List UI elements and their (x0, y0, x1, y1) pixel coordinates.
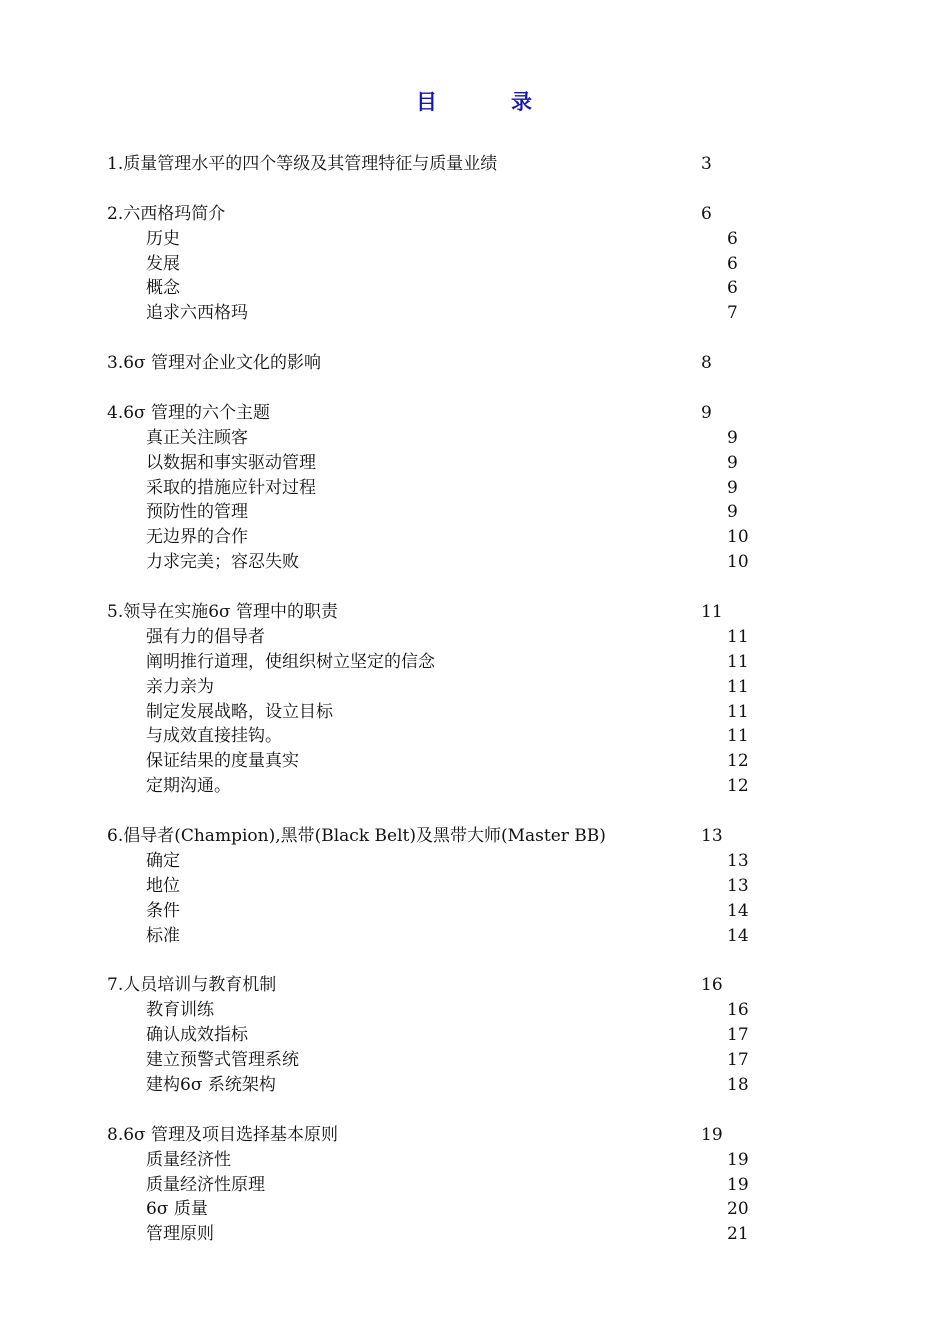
toc-subentry[interactable] (0, 675, 950, 700)
toc-subentry[interactable] (0, 301, 950, 326)
toc-subentry-page-number: 14 (727, 900, 749, 921)
toc-subentry[interactable] (0, 1197, 950, 1222)
toc-subentry-page-number: 14 (727, 925, 749, 946)
toc-subentry-page-number: 9 (727, 452, 738, 473)
toc-entry[interactable] (0, 973, 950, 998)
toc-subentry-label: 确定 (146, 850, 180, 871)
toc-subentry-page-number: 12 (727, 776, 749, 797)
toc-subentry-label: 条件 (146, 900, 180, 921)
toc-subentry[interactable] (0, 650, 950, 675)
toc-subentry[interactable] (0, 700, 950, 725)
toc-subentry-label: 概念 (146, 278, 180, 299)
toc-subentry[interactable] (0, 1222, 950, 1247)
toc-subentry[interactable] (0, 724, 950, 749)
toc-subentry-page-number: 13 (727, 850, 749, 871)
toc-subentry-label: 保证结果的度量真实 (146, 751, 299, 772)
toc-entry[interactable] (0, 1123, 950, 1148)
toc-subentry-page-number: 7 (727, 303, 738, 324)
toc-entry[interactable] (0, 351, 950, 376)
toc-subentry[interactable] (0, 874, 950, 899)
toc-subentry-label: 质量经济性 (146, 1149, 231, 1170)
toc-section (0, 1123, 950, 1247)
toc-subentry-label: 管理原则 (146, 1224, 214, 1245)
toc-entry-label: 7.人员培训与教育机制 (107, 975, 277, 996)
toc-subentry-page-number: 17 (727, 1025, 749, 1046)
toc-subentry-label: 追求六西格玛 (146, 303, 248, 324)
toc-entry-page-number: 3 (701, 154, 712, 174)
toc-subentry-page-number: 10 (727, 552, 749, 573)
toc-subentry[interactable] (0, 476, 950, 501)
toc-section (0, 973, 950, 1097)
toc-subentry-page-number: 6 (727, 253, 738, 274)
toc-subentry-page-number: 19 (727, 1149, 749, 1170)
toc-subentry[interactable] (0, 276, 950, 301)
toc-subentry-page-number: 20 (727, 1199, 749, 1220)
toc-subentry-label: 真正关注顾客 (146, 427, 248, 448)
toc-subentry-page-number: 13 (727, 875, 749, 896)
toc-section (0, 401, 950, 575)
toc-entry-page-number: 8 (701, 353, 712, 374)
toc-subentry-page-number: 6 (727, 278, 738, 299)
toc-entry-page-number: 9 (701, 402, 712, 423)
toc-subentry-page-number: 17 (727, 1050, 749, 1071)
toc-subentry-page-number: 11 (727, 726, 749, 747)
toc-subentry-label: 定期沟通。 (146, 776, 231, 797)
toc-entry-label: 6.倡导者(Champion),黑带(Black Belt)及黑带大师(Master BB) (107, 826, 606, 847)
toc-subentry-page-number: 6 (727, 228, 738, 249)
title-char-2: 录 (511, 90, 534, 114)
toc-entry-page-number: 11 (701, 602, 723, 623)
toc-entry-page-number: 16 (701, 975, 723, 996)
toc-subentry-page-number: 9 (727, 427, 738, 448)
toc-subentry-label: 阐明推行道理，使组织树立坚定的信念 (146, 651, 435, 672)
toc-subentry[interactable] (0, 1023, 950, 1048)
toc-subentry[interactable] (0, 774, 950, 799)
toc-subentry-page-number: 11 (727, 676, 749, 697)
toc-entry-page-number: 13 (701, 826, 723, 847)
toc-subentry-page-number: 9 (727, 477, 738, 498)
toc-subentry-label: 预防性的管理 (146, 502, 248, 523)
toc-subentry-label: 建构6σ 系统架构 (146, 1074, 276, 1095)
toc-entry-label: 5.领导在实施6σ 管理中的职责 (107, 602, 339, 623)
toc-entry[interactable] (0, 152, 950, 177)
toc-subentry-label: 质量经济性原理 (146, 1174, 265, 1195)
toc-subentry-label: 采取的措施应针对过程 (146, 477, 316, 498)
toc-subentry[interactable] (0, 1048, 950, 1073)
toc-section (0, 202, 950, 326)
toc-subentry[interactable] (0, 749, 950, 774)
toc-entry-label: 1.质量管理水平的四个等级及其管理特征与质量业绩 (107, 154, 498, 174)
toc-subentry-label: 教育训练 (146, 1000, 214, 1021)
toc-subentry-page-number: 21 (727, 1224, 749, 1245)
toc-entry-label: 3.6σ 管理对企业文化的影响 (107, 353, 322, 374)
toc-subentry-page-number: 10 (727, 527, 749, 548)
toc-subentry-label: 力求完美；容忍失败 (146, 552, 299, 573)
toc-subentry-label: 发展 (146, 253, 180, 274)
toc-subentry-page-number: 11 (727, 626, 749, 647)
table-of-contents (0, 152, 950, 1272)
toc-subentry-page-number: 9 (727, 502, 738, 523)
toc-subentry[interactable] (0, 451, 950, 476)
toc-entry-label: 8.6σ 管理及项目选择基本原则 (107, 1124, 339, 1145)
page-title (0, 86, 950, 116)
toc-subentry-label: 6σ 质量 (146, 1199, 208, 1220)
toc-subentry-label: 确认成效指标 (146, 1025, 248, 1046)
toc-subentry-page-number: 18 (727, 1074, 749, 1095)
toc-subentry[interactable] (0, 625, 950, 650)
toc-entry-page-number: 19 (701, 1124, 723, 1145)
toc-subentry[interactable] (0, 1148, 950, 1173)
toc-subentry[interactable] (0, 252, 950, 277)
toc-subentry-page-number: 16 (727, 1000, 749, 1021)
toc-entry[interactable] (0, 824, 950, 849)
toc-subentry-label: 标准 (146, 925, 180, 946)
toc-subentry[interactable] (0, 426, 950, 451)
toc-subentry[interactable] (0, 849, 950, 874)
toc-section (0, 351, 950, 376)
toc-subentry[interactable] (0, 525, 950, 550)
toc-subentry-label: 亲力亲为 (146, 676, 214, 697)
toc-subentry[interactable] (0, 227, 950, 252)
toc-entry-page-number: 6 (701, 203, 712, 224)
toc-subentry[interactable] (0, 924, 950, 949)
toc-subentry-label: 建立预警式管理系统 (146, 1050, 299, 1071)
toc-subentry-label: 与成效直接挂钩。 (146, 726, 282, 747)
toc-subentry[interactable] (0, 998, 950, 1023)
toc-entry-label: 2.六西格玛简介 (107, 203, 226, 224)
toc-subentry-page-number: 12 (727, 751, 749, 772)
toc-subentry-label: 历史 (146, 228, 180, 249)
toc-section (0, 152, 950, 177)
toc-subentry-label: 强有力的倡导者 (146, 626, 265, 647)
title-char-1: 目 (416, 90, 439, 114)
toc-subentry[interactable] (0, 1173, 950, 1198)
toc-subentry-label: 以数据和事实驱动管理 (146, 452, 316, 473)
toc-subentry-page-number: 11 (727, 701, 749, 722)
toc-subentry-page-number: 11 (727, 651, 749, 672)
toc-subentry-label: 无边界的合作 (146, 527, 248, 548)
toc-subentry-page-number: 19 (727, 1174, 749, 1195)
toc-entry[interactable] (0, 600, 950, 625)
toc-entry-label: 4.6σ 管理的六个主题 (107, 402, 271, 423)
toc-entry[interactable] (0, 401, 950, 426)
toc-subentry-label: 地位 (146, 875, 180, 896)
toc-subentry[interactable] (0, 899, 950, 924)
toc-subentry-label: 制定发展战略，设立目标 (146, 701, 333, 722)
toc-section (0, 824, 950, 948)
toc-subentry[interactable] (0, 1073, 950, 1098)
toc-entry[interactable] (0, 202, 950, 227)
toc-subentry[interactable] (0, 550, 950, 575)
toc-section (0, 600, 950, 799)
toc-subentry[interactable] (0, 500, 950, 525)
